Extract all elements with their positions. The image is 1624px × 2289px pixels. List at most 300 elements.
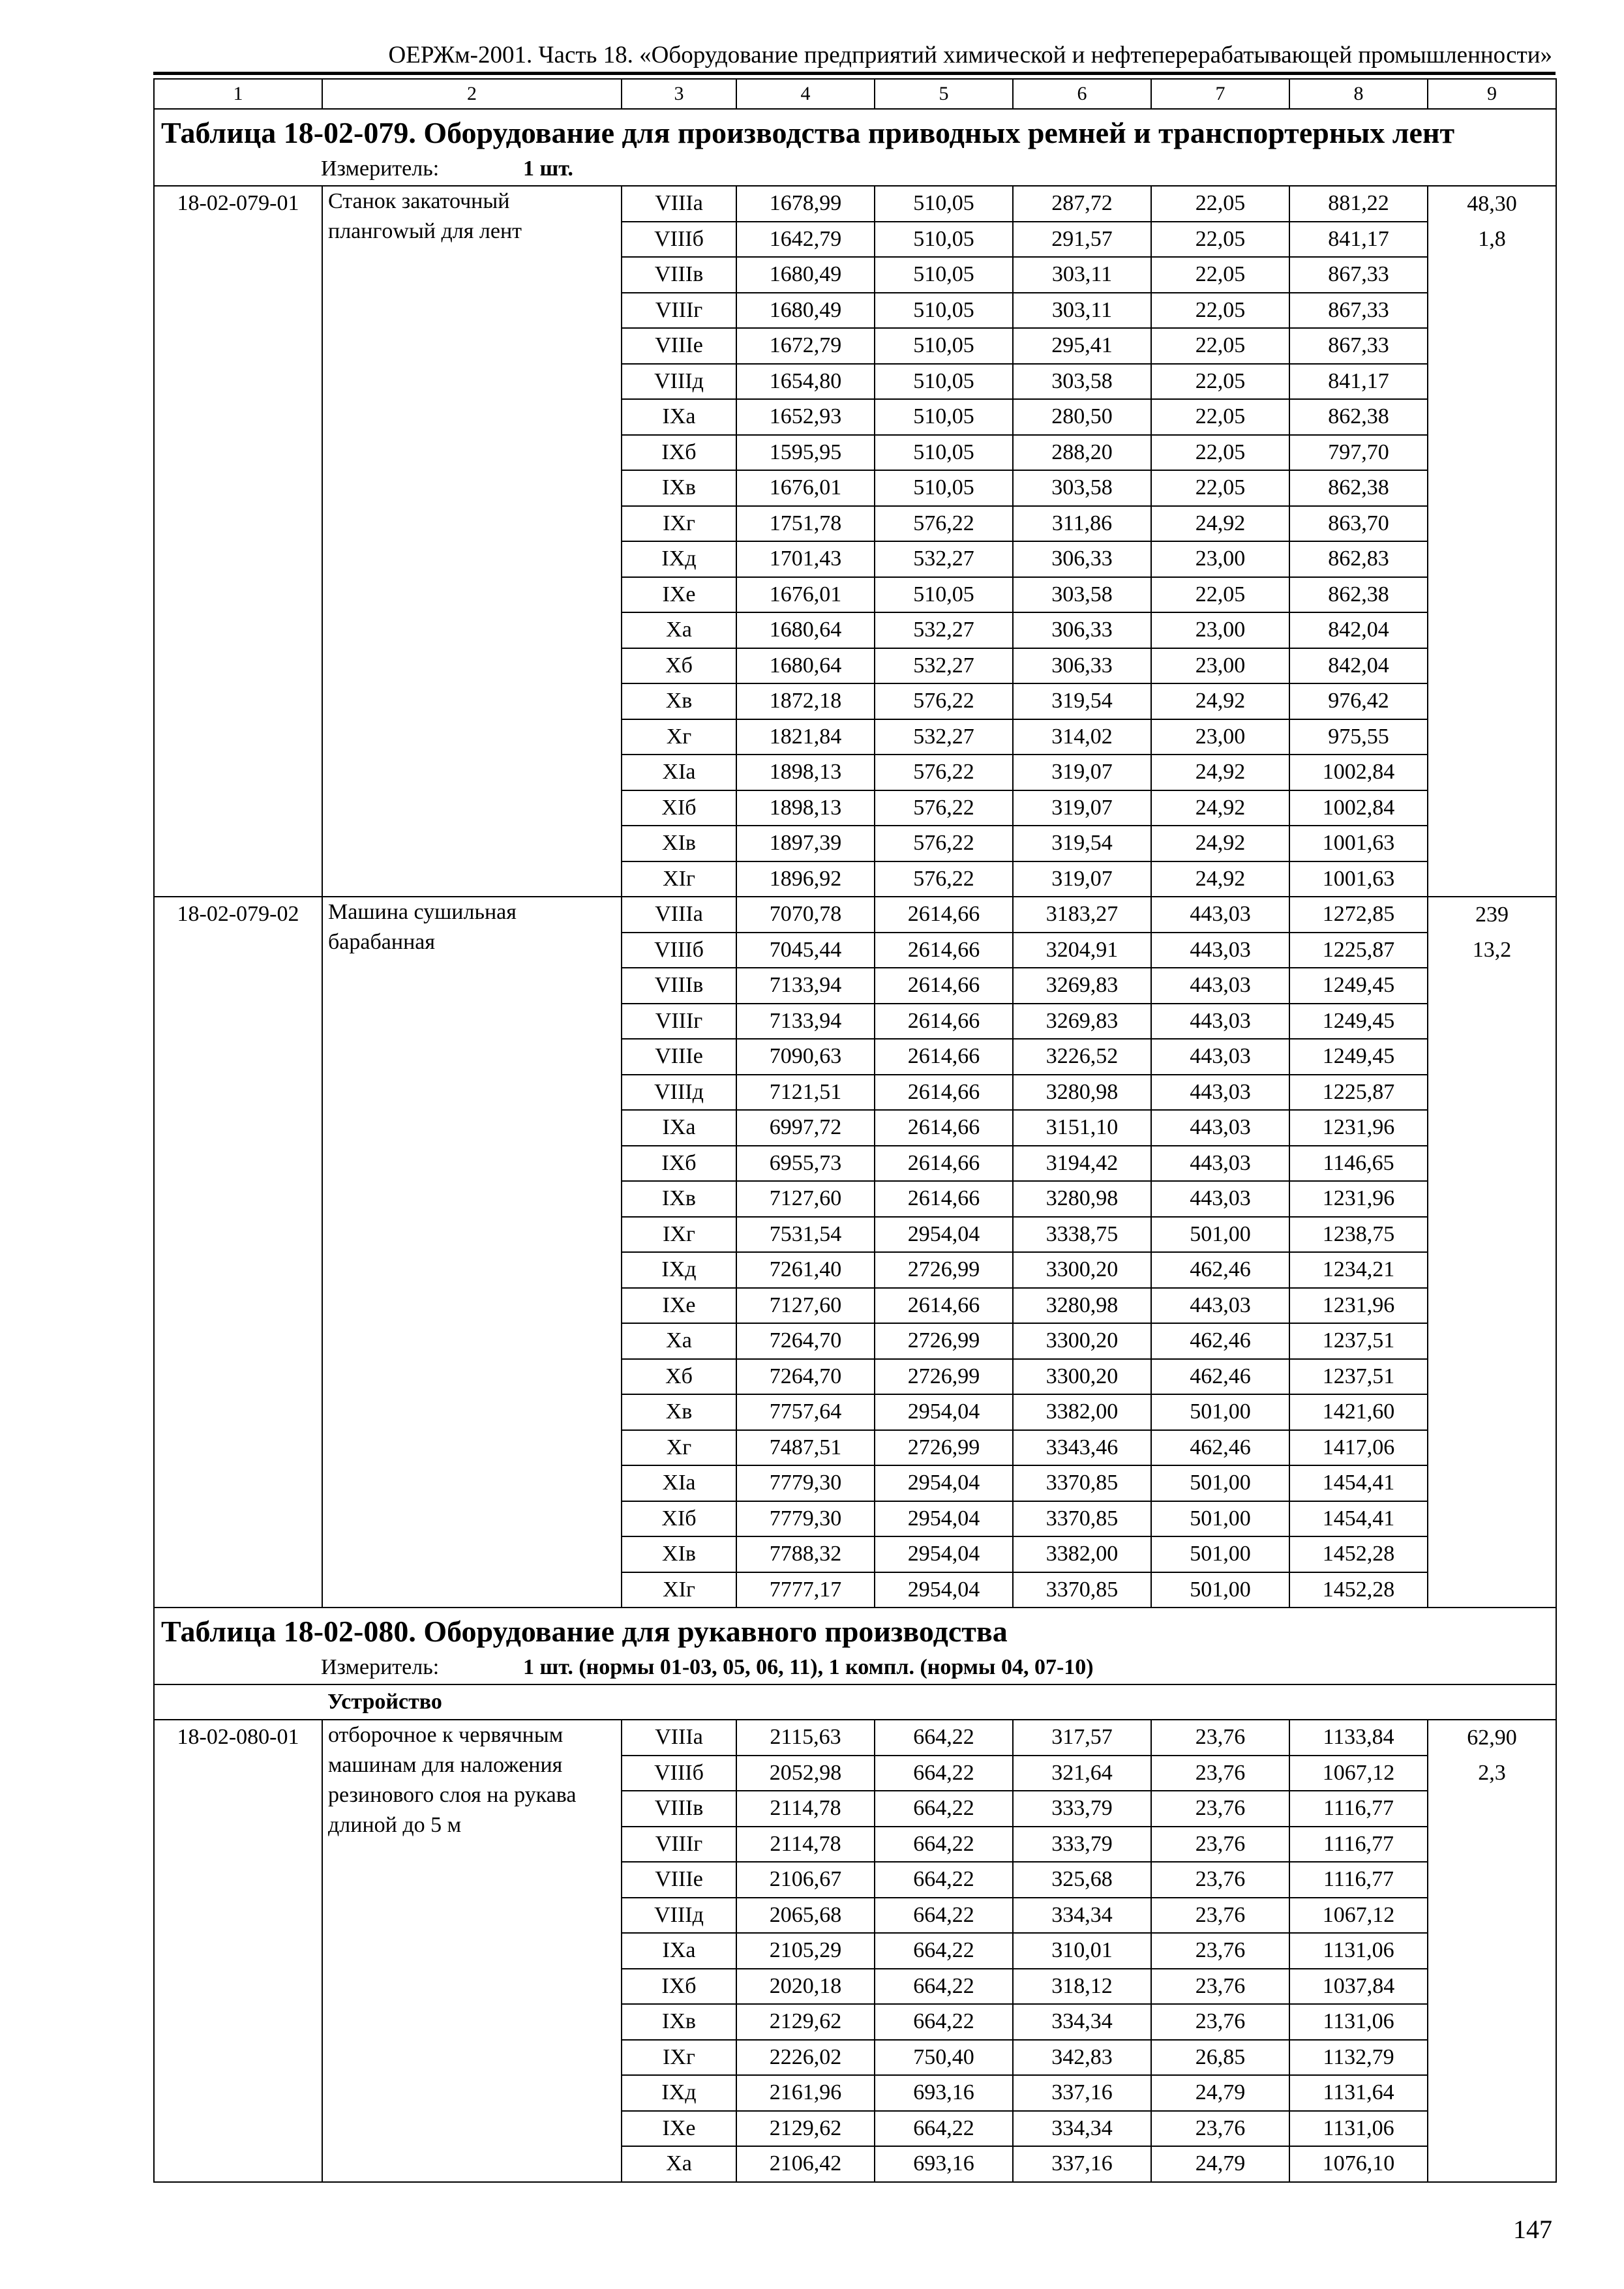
- value-cell: 664,22: [875, 1827, 1013, 1863]
- value-cell: 510,05: [875, 577, 1013, 613]
- region-code-cell: XIв: [622, 1536, 736, 1572]
- value-cell: 3382,00: [1013, 1536, 1151, 1572]
- value-cell: 1872,18: [736, 683, 875, 719]
- value-cell: 664,22: [875, 1756, 1013, 1791]
- norm-code: 18-02-080-01: [154, 1720, 322, 2182]
- value-cell: 576,22: [875, 826, 1013, 861]
- region-code-cell: IXв: [622, 470, 736, 506]
- column-number: 1: [154, 79, 322, 109]
- value-cell: 1454,41: [1289, 1501, 1428, 1537]
- value-cell: 2114,78: [736, 1791, 875, 1827]
- table-row: [154, 897, 1556, 933]
- value-cell: 3343,46: [1013, 1430, 1151, 1466]
- region-code-cell: XIг: [622, 1572, 736, 1608]
- value-cell: 325,68: [1013, 1862, 1151, 1898]
- value-cell: 664,22: [875, 1898, 1013, 1934]
- region-code-cell: XIа: [622, 755, 736, 790]
- value-cell: 501,00: [1151, 1217, 1289, 1253]
- column-number: 4: [736, 79, 875, 109]
- region-code-cell: IXб: [622, 435, 736, 471]
- value-cell: 7127,60: [736, 1181, 875, 1217]
- value-cell: 318,12: [1013, 1969, 1151, 2005]
- value-cell: 2726,99: [875, 1323, 1013, 1359]
- value-cell: 862,38: [1289, 399, 1428, 435]
- value-cell: 319,07: [1013, 861, 1151, 897]
- value-cell: 333,79: [1013, 1827, 1151, 1863]
- region-code-cell: XIа: [622, 1465, 736, 1501]
- column-number: 5: [875, 79, 1013, 109]
- value-cell: 1037,84: [1289, 1969, 1428, 2005]
- value-cell: 3300,20: [1013, 1359, 1151, 1395]
- value-cell: 1225,87: [1289, 1075, 1428, 1111]
- value-cell: 288,20: [1013, 435, 1151, 471]
- value-cell: 295,41: [1013, 328, 1151, 364]
- value-cell: 24,79: [1151, 2075, 1289, 2111]
- region-code-cell: IXа: [622, 1110, 736, 1146]
- value-cell: 1898,13: [736, 790, 875, 826]
- value-cell: 841,17: [1289, 222, 1428, 258]
- value-cell: 1642,79: [736, 222, 875, 258]
- column-number: 3: [622, 79, 736, 109]
- value-cell: 22,05: [1151, 257, 1289, 293]
- value-cell: 1231,96: [1289, 1288, 1428, 1324]
- value-cell: 319,07: [1013, 755, 1151, 790]
- value-cell: 510,05: [875, 186, 1013, 222]
- region-code-cell: VIIIа: [622, 897, 736, 933]
- value-cell: 3194,42: [1013, 1146, 1151, 1182]
- value-cell: 2954,04: [875, 1501, 1013, 1537]
- value-cell: 443,03: [1151, 933, 1289, 968]
- value-cell: 2614,66: [875, 933, 1013, 968]
- value-cell: 334,34: [1013, 1898, 1151, 1934]
- value-cell: 2105,29: [736, 1933, 875, 1969]
- value-cell: 1237,51: [1289, 1323, 1428, 1359]
- value-cell: 303,11: [1013, 293, 1151, 329]
- value-cell: 1133,84: [1289, 1720, 1428, 1756]
- value-cell: 664,22: [875, 2111, 1013, 2147]
- value-cell: 1654,80: [736, 364, 875, 400]
- region-code-cell: IXг: [622, 1217, 736, 1253]
- value-cell: 22,05: [1151, 293, 1289, 329]
- region-code-cell: IXе: [622, 577, 736, 613]
- value-cell: 306,33: [1013, 612, 1151, 648]
- value-cell: 576,22: [875, 506, 1013, 542]
- value-cell: 3280,98: [1013, 1181, 1151, 1217]
- value-cell: 841,17: [1289, 364, 1428, 400]
- value-cell: 501,00: [1151, 1465, 1289, 1501]
- value-cell: 319,07: [1013, 790, 1151, 826]
- value-cell: 2614,66: [875, 1075, 1013, 1111]
- value-cell: 1001,63: [1289, 826, 1428, 861]
- value-cell: 510,05: [875, 257, 1013, 293]
- value-cell: 23,76: [1151, 1862, 1289, 1898]
- value-cell: 2614,66: [875, 968, 1013, 1004]
- value-cell: 3269,83: [1013, 1004, 1151, 1040]
- value-cell: 7127,60: [736, 1288, 875, 1324]
- value-cell: 291,57: [1013, 222, 1151, 258]
- extra-value: 13,2: [1472, 938, 1512, 962]
- value-cell: 3151,10: [1013, 1110, 1151, 1146]
- value-cell: 7779,30: [736, 1501, 875, 1537]
- value-cell: 1237,51: [1289, 1359, 1428, 1395]
- region-code-cell: VIIIг: [622, 1827, 736, 1863]
- value-cell: 1676,01: [736, 470, 875, 506]
- region-code-cell: Xв: [622, 683, 736, 719]
- region-code-cell: VIIIб: [622, 1756, 736, 1791]
- value-cell: 1595,95: [736, 435, 875, 471]
- value-cell: 532,27: [875, 541, 1013, 577]
- value-cell: 334,34: [1013, 2111, 1151, 2147]
- value-cell: 576,22: [875, 683, 1013, 719]
- value-cell: 2614,66: [875, 1110, 1013, 1146]
- value-cell: 1146,65: [1289, 1146, 1428, 1182]
- value-cell: 975,55: [1289, 719, 1428, 755]
- value-cell: 7261,40: [736, 1252, 875, 1288]
- region-code-cell: Xб: [622, 1359, 736, 1395]
- region-code-cell: IXг: [622, 506, 736, 542]
- value-cell: 306,33: [1013, 541, 1151, 577]
- value-cell: 867,33: [1289, 293, 1428, 329]
- value-cell: 311,86: [1013, 506, 1151, 542]
- value-cell: 22,05: [1151, 186, 1289, 222]
- value-cell: 7788,32: [736, 1536, 875, 1572]
- value-cell: 7264,70: [736, 1359, 875, 1395]
- value-cell: 314,02: [1013, 719, 1151, 755]
- value-cell: 2614,66: [875, 1146, 1013, 1182]
- value-cell: 510,05: [875, 222, 1013, 258]
- value-cell: 24,92: [1151, 790, 1289, 826]
- value-cell: 23,76: [1151, 1898, 1289, 1934]
- extra-values-cell: [1428, 186, 1556, 897]
- value-cell: 1678,99: [736, 186, 875, 222]
- value-cell: 2614,66: [875, 1039, 1013, 1075]
- value-cell: 462,46: [1151, 1430, 1289, 1466]
- value-cell: 3280,98: [1013, 1075, 1151, 1111]
- column-number: 2: [322, 79, 622, 109]
- value-cell: 334,34: [1013, 2004, 1151, 2040]
- value-cell: 3382,00: [1013, 1394, 1151, 1430]
- equipment-name: Станок закаточный плангowый для лент: [322, 186, 622, 897]
- meter-line: [161, 1654, 1549, 1684]
- norm-code: 18-02-079-02: [154, 897, 322, 1608]
- value-cell: 3370,85: [1013, 1572, 1151, 1608]
- region-code-cell: VIIIв: [622, 1791, 736, 1827]
- value-cell: 287,72: [1013, 186, 1151, 222]
- value-cell: 23,76: [1151, 1827, 1289, 1863]
- region-code-cell: Xг: [622, 1430, 736, 1466]
- value-cell: 303,58: [1013, 577, 1151, 613]
- region-code-cell: VIIIе: [622, 1862, 736, 1898]
- value-cell: 1417,06: [1289, 1430, 1428, 1466]
- region-code-cell: XIб: [622, 1501, 736, 1537]
- meter-value: 1 шт. (нормы 01-03, 05, 06, 11), 1 компл. (нормы 04, 07-10): [523, 1655, 1094, 1679]
- value-cell: 6997,72: [736, 1110, 875, 1146]
- region-code-cell: Xа: [622, 612, 736, 648]
- value-cell: 3226,52: [1013, 1039, 1151, 1075]
- value-cell: 2052,98: [736, 1756, 875, 1791]
- value-cell: 7487,51: [736, 1430, 875, 1466]
- value-cell: 1067,12: [1289, 1756, 1428, 1791]
- value-cell: 501,00: [1151, 1501, 1289, 1537]
- value-cell: 1676,01: [736, 577, 875, 613]
- value-cell: 26,85: [1151, 2040, 1289, 2076]
- value-cell: 1231,96: [1289, 1110, 1428, 1146]
- value-cell: 22,05: [1151, 399, 1289, 435]
- value-cell: 510,05: [875, 364, 1013, 400]
- region-code-cell: XIв: [622, 826, 736, 861]
- value-cell: 510,05: [875, 328, 1013, 364]
- region-code-cell: Xг: [622, 719, 736, 755]
- value-cell: 664,22: [875, 1933, 1013, 1969]
- value-cell: 510,05: [875, 399, 1013, 435]
- section-title: Таблица 18-02-079. Оборудование для производства приводных ремней и транспортерных лент: [161, 116, 1455, 149]
- extra-value: 1,8: [1478, 227, 1506, 251]
- value-cell: 23,76: [1151, 2111, 1289, 2147]
- region-code-cell: IXе: [622, 1288, 736, 1324]
- page-number: 147: [1513, 2215, 1552, 2244]
- value-cell: 303,58: [1013, 364, 1151, 400]
- value-cell: 1249,45: [1289, 1039, 1428, 1075]
- value-cell: 2161,96: [736, 2075, 875, 2111]
- value-cell: 1001,63: [1289, 861, 1428, 897]
- value-cell: 22,05: [1151, 222, 1289, 258]
- value-cell: 532,27: [875, 719, 1013, 755]
- value-cell: 1231,96: [1289, 1181, 1428, 1217]
- value-cell: 1249,45: [1289, 968, 1428, 1004]
- value-cell: 23,76: [1151, 1791, 1289, 1827]
- value-cell: 333,79: [1013, 1791, 1151, 1827]
- value-cell: 443,03: [1151, 1004, 1289, 1040]
- value-cell: 576,22: [875, 790, 1013, 826]
- value-cell: 2726,99: [875, 1430, 1013, 1466]
- region-code-cell: IXд: [622, 541, 736, 577]
- value-cell: 693,16: [875, 2075, 1013, 2111]
- value-cell: 24,92: [1151, 861, 1289, 897]
- value-cell: 1132,79: [1289, 2040, 1428, 2076]
- value-cell: 1680,64: [736, 612, 875, 648]
- value-cell: 1452,28: [1289, 1536, 1428, 1572]
- value-cell: 1272,85: [1289, 897, 1428, 933]
- value-cell: 862,38: [1289, 577, 1428, 613]
- column-number: 6: [1013, 79, 1151, 109]
- region-code-cell: IXв: [622, 2004, 736, 2040]
- value-cell: 2129,62: [736, 2004, 875, 2040]
- section-header-row: [154, 1608, 1556, 1684]
- value-cell: 1249,45: [1289, 1004, 1428, 1040]
- value-cell: 23,76: [1151, 1933, 1289, 1969]
- value-cell: 2129,62: [736, 2111, 875, 2147]
- value-cell: 863,70: [1289, 506, 1428, 542]
- extra-value: 2,3: [1478, 1761, 1506, 1785]
- meter-label: Измеритель:: [321, 1655, 440, 1679]
- value-cell: 462,46: [1151, 1323, 1289, 1359]
- value-cell: 7133,94: [736, 968, 875, 1004]
- region-code-cell: IXд: [622, 2075, 736, 2111]
- region-code-cell: Xа: [622, 2146, 736, 2182]
- value-cell: 2065,68: [736, 1898, 875, 1934]
- value-cell: 23,76: [1151, 1720, 1289, 1756]
- value-cell: 576,22: [875, 755, 1013, 790]
- value-cell: 867,33: [1289, 257, 1428, 293]
- value-cell: 23,00: [1151, 648, 1289, 684]
- value-cell: 2226,02: [736, 2040, 875, 2076]
- value-cell: 1116,77: [1289, 1827, 1428, 1863]
- column-number-row: [154, 79, 1556, 109]
- region-code-cell: VIIIг: [622, 293, 736, 329]
- value-cell: 976,42: [1289, 683, 1428, 719]
- value-cell: 2954,04: [875, 1572, 1013, 1608]
- value-cell: 443,03: [1151, 1039, 1289, 1075]
- value-cell: 22,05: [1151, 364, 1289, 400]
- section-header: [154, 1608, 1556, 1684]
- section-title: Таблица 18-02-080. Оборудование для рукавного производства: [161, 1615, 1008, 1648]
- value-cell: 337,16: [1013, 2146, 1151, 2182]
- value-cell: 1751,78: [736, 506, 875, 542]
- value-cell: 7090,63: [736, 1039, 875, 1075]
- value-cell: 1131,06: [1289, 2004, 1428, 2040]
- value-cell: 750,40: [875, 2040, 1013, 2076]
- value-cell: 867,33: [1289, 328, 1428, 364]
- value-cell: 501,00: [1151, 1536, 1289, 1572]
- region-code-cell: VIIIв: [622, 968, 736, 1004]
- value-cell: 797,70: [1289, 435, 1428, 471]
- region-code-cell: VIIIе: [622, 328, 736, 364]
- value-cell: 1238,75: [1289, 1217, 1428, 1253]
- value-cell: 22,05: [1151, 577, 1289, 613]
- value-cell: 1002,84: [1289, 790, 1428, 826]
- value-cell: 2106,42: [736, 2146, 875, 2182]
- subheading: Устройство: [154, 1684, 1556, 1720]
- value-cell: 342,83: [1013, 2040, 1151, 2076]
- value-cell: 443,03: [1151, 1181, 1289, 1217]
- header-rule: [153, 72, 1556, 75]
- value-cell: 443,03: [1151, 968, 1289, 1004]
- value-cell: 1821,84: [736, 719, 875, 755]
- value-cell: 22,05: [1151, 470, 1289, 506]
- value-cell: 664,22: [875, 1862, 1013, 1898]
- value-cell: 303,58: [1013, 470, 1151, 506]
- meter-value: 1 шт.: [523, 157, 573, 181]
- value-cell: 2726,99: [875, 1252, 1013, 1288]
- norm-code: 18-02-079-01: [154, 186, 322, 897]
- value-cell: 1680,49: [736, 293, 875, 329]
- extra-value: 48,30: [1467, 192, 1517, 216]
- column-number: 8: [1289, 79, 1428, 109]
- value-cell: 3204,91: [1013, 933, 1151, 968]
- value-cell: 462,46: [1151, 1359, 1289, 1395]
- value-cell: 1067,12: [1289, 1898, 1428, 1934]
- value-cell: 23,00: [1151, 541, 1289, 577]
- value-cell: 443,03: [1151, 1288, 1289, 1324]
- value-cell: 1421,60: [1289, 1394, 1428, 1430]
- value-cell: 693,16: [875, 2146, 1013, 2182]
- value-cell: 303,11: [1013, 257, 1151, 293]
- value-cell: 23,00: [1151, 719, 1289, 755]
- value-cell: 1680,64: [736, 648, 875, 684]
- value-cell: 7070,78: [736, 897, 875, 933]
- value-cell: 2614,66: [875, 1181, 1013, 1217]
- region-code-cell: VIIIе: [622, 1039, 736, 1075]
- extra-value: 62,90: [1467, 1726, 1517, 1750]
- region-code-cell: XIг: [622, 861, 736, 897]
- value-cell: 3183,27: [1013, 897, 1151, 933]
- value-cell: 1131,06: [1289, 2111, 1428, 2147]
- value-cell: 2726,99: [875, 1359, 1013, 1395]
- value-cell: 1680,49: [736, 257, 875, 293]
- value-cell: 2954,04: [875, 1217, 1013, 1253]
- value-cell: 22,05: [1151, 435, 1289, 471]
- region-code-cell: IXг: [622, 2040, 736, 2076]
- value-cell: 1652,93: [736, 399, 875, 435]
- value-cell: 862,83: [1289, 541, 1428, 577]
- value-cell: 1131,64: [1289, 2075, 1428, 2111]
- value-cell: 23,76: [1151, 1969, 1289, 2005]
- value-cell: 23,76: [1151, 1756, 1289, 1791]
- value-cell: 2614,66: [875, 1004, 1013, 1040]
- value-cell: 1452,28: [1289, 1572, 1428, 1608]
- value-cell: 510,05: [875, 435, 1013, 471]
- region-code-cell: IXб: [622, 1146, 736, 1182]
- value-cell: 337,16: [1013, 2075, 1151, 2111]
- value-cell: 664,22: [875, 1720, 1013, 1756]
- running-header: ОЕРЖм-2001. Часть 18. «Оборудование предприятий химической и нефтеперерабатывающей промышленности»: [388, 42, 1552, 68]
- value-cell: 2020,18: [736, 1969, 875, 2005]
- region-code-cell: IXа: [622, 399, 736, 435]
- value-cell: 23,00: [1151, 612, 1289, 648]
- value-cell: 2106,67: [736, 1862, 875, 1898]
- value-cell: 576,22: [875, 861, 1013, 897]
- norms-table: [153, 78, 1557, 2183]
- region-code-cell: VIIIд: [622, 1898, 736, 1934]
- value-cell: 1116,77: [1289, 1791, 1428, 1827]
- region-code-cell: VIIIа: [622, 1720, 736, 1756]
- value-cell: 24,92: [1151, 683, 1289, 719]
- value-cell: 1898,13: [736, 755, 875, 790]
- value-cell: 1897,39: [736, 826, 875, 861]
- region-code-cell: IXд: [622, 1252, 736, 1288]
- value-cell: 7531,54: [736, 1217, 875, 1253]
- meter-label: Измеритель:: [321, 157, 440, 181]
- value-cell: 842,04: [1289, 648, 1428, 684]
- section-header: [154, 109, 1556, 186]
- value-cell: 2954,04: [875, 1465, 1013, 1501]
- value-cell: 23,76: [1151, 2004, 1289, 2040]
- region-code-cell: IXе: [622, 2111, 736, 2147]
- value-cell: 862,38: [1289, 470, 1428, 506]
- value-cell: 1076,10: [1289, 2146, 1428, 2182]
- extra-values-cell: [1428, 897, 1556, 1608]
- region-code-cell: VIIIг: [622, 1004, 736, 1040]
- value-cell: 3300,20: [1013, 1252, 1151, 1288]
- value-cell: 510,05: [875, 470, 1013, 506]
- value-cell: 443,03: [1151, 1110, 1289, 1146]
- value-cell: 6955,73: [736, 1146, 875, 1182]
- value-cell: 3280,98: [1013, 1288, 1151, 1324]
- value-cell: 280,50: [1013, 399, 1151, 435]
- value-cell: 3300,20: [1013, 1323, 1151, 1359]
- value-cell: 664,22: [875, 1791, 1013, 1827]
- meter-line: [161, 155, 1549, 185]
- region-code-cell: VIIIд: [622, 1075, 736, 1111]
- value-cell: 532,27: [875, 648, 1013, 684]
- region-code-cell: Xа: [622, 1323, 736, 1359]
- value-cell: 319,54: [1013, 826, 1151, 861]
- value-cell: 3269,83: [1013, 968, 1151, 1004]
- value-cell: 7264,70: [736, 1323, 875, 1359]
- value-cell: 3370,85: [1013, 1501, 1151, 1537]
- value-cell: 2114,78: [736, 1827, 875, 1863]
- value-cell: 310,01: [1013, 1933, 1151, 1969]
